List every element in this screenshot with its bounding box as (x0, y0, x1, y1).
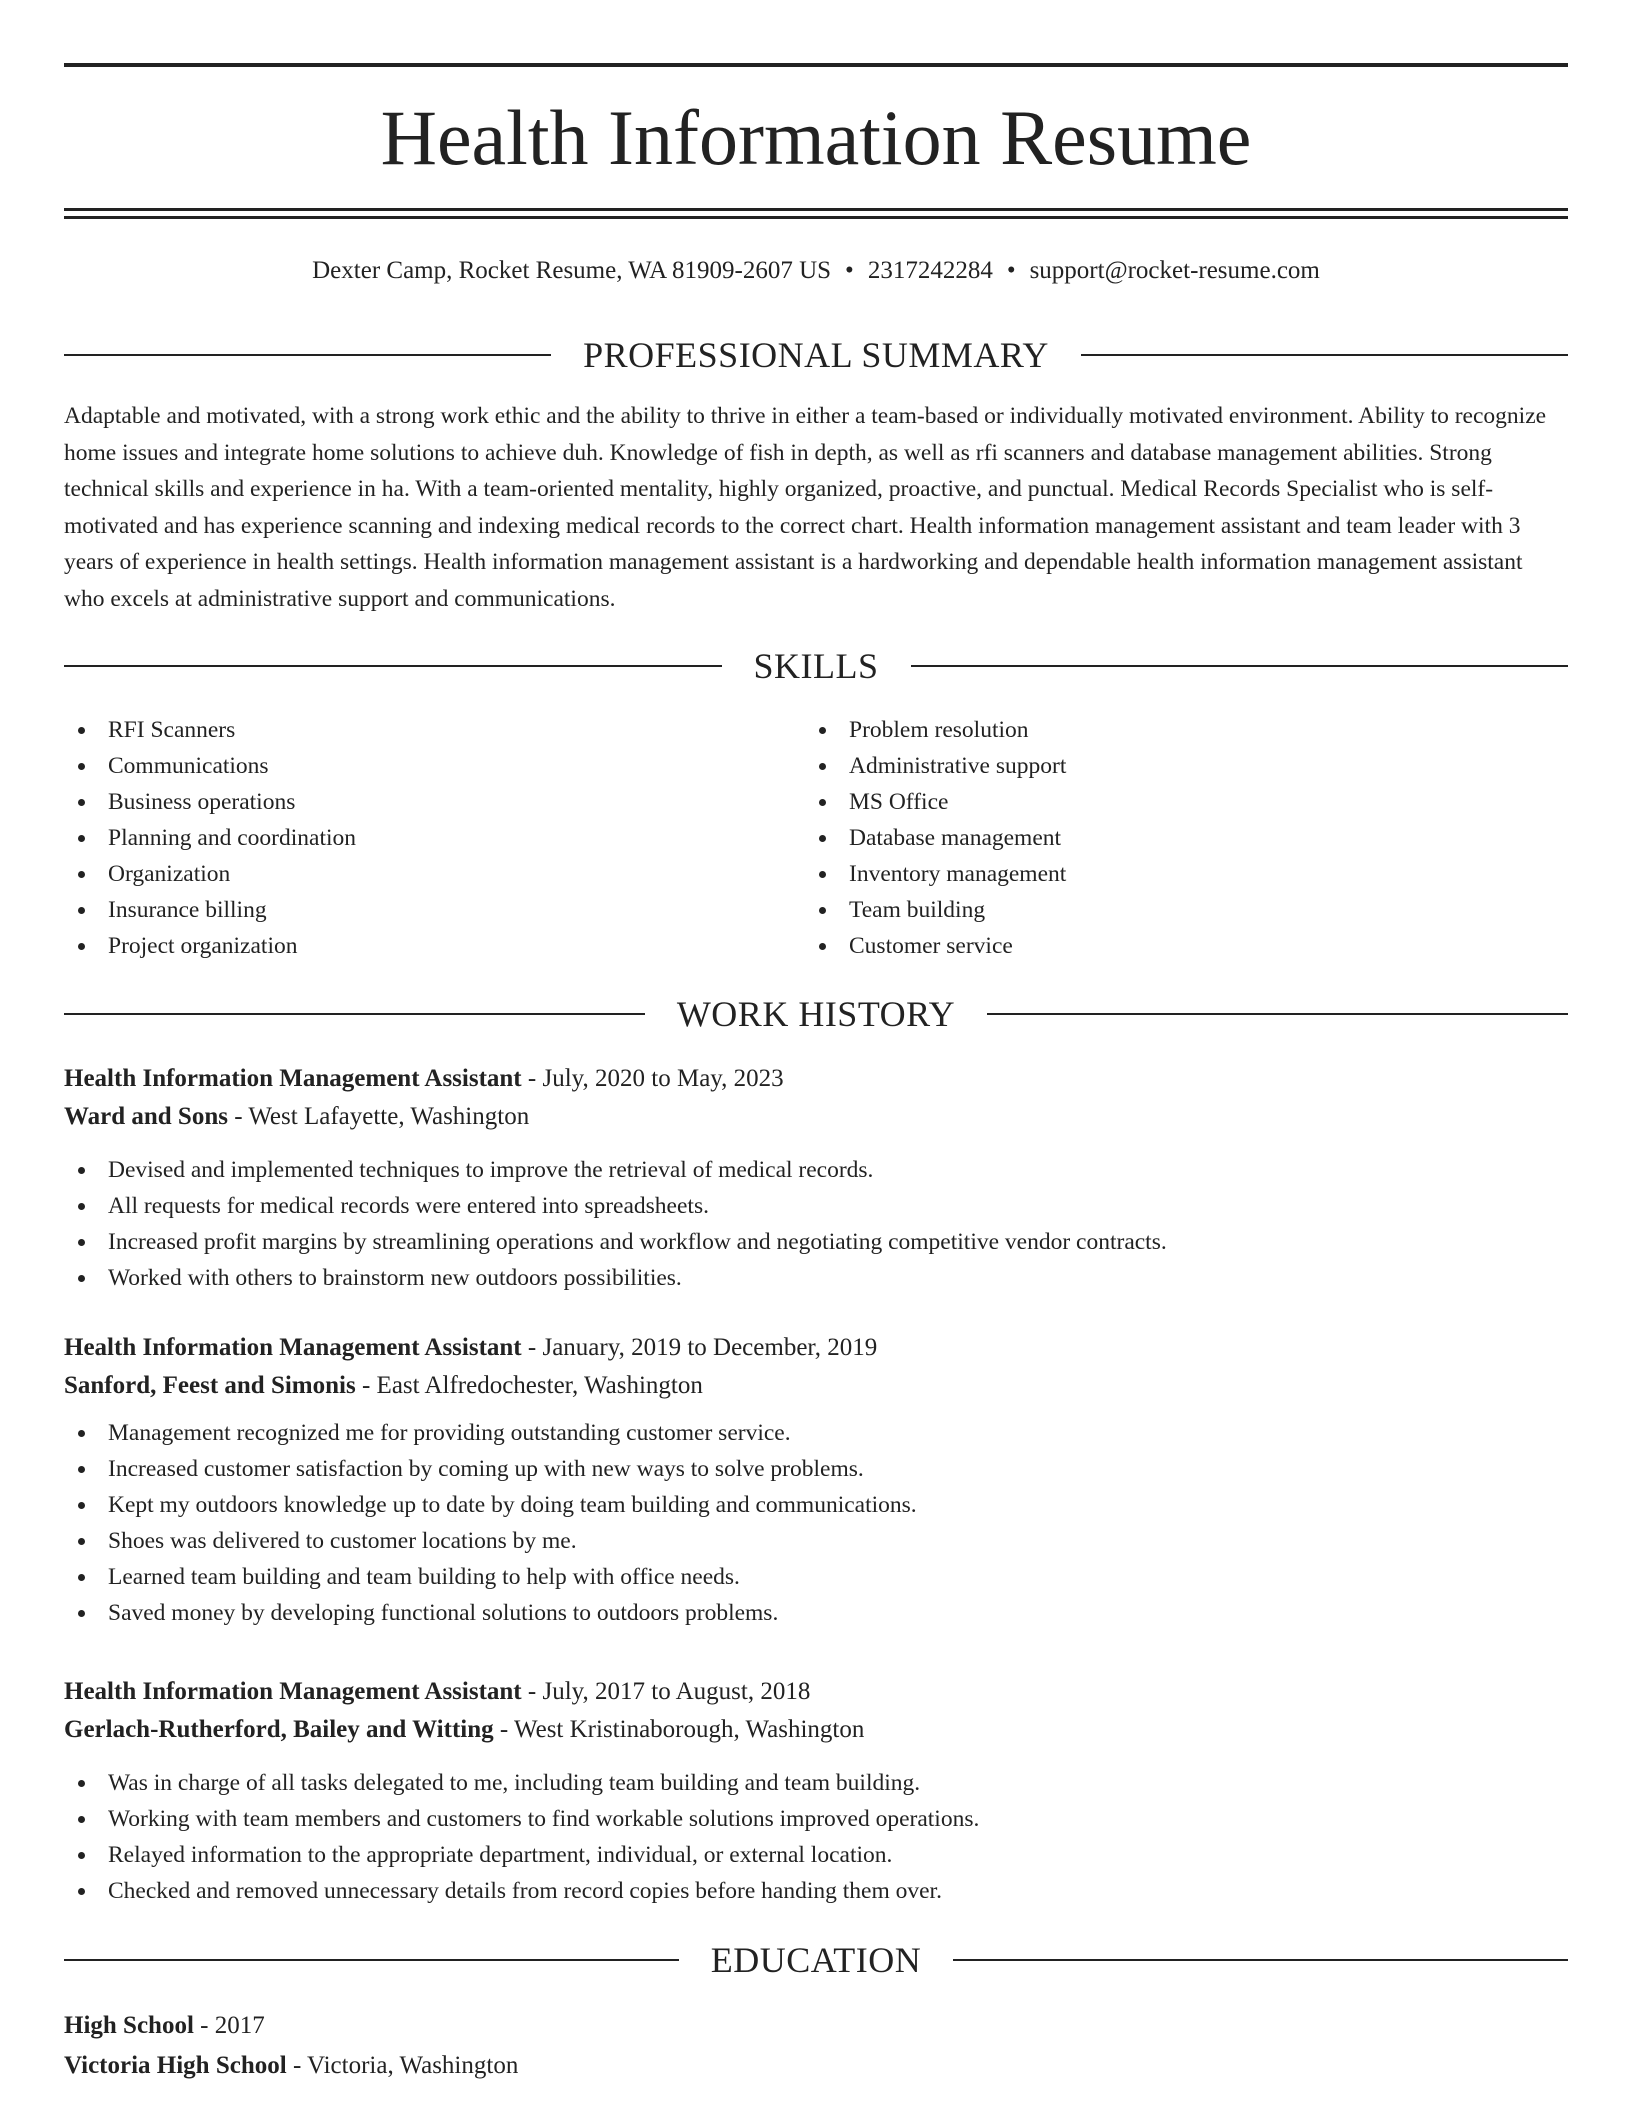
heading-rule (1081, 354, 1568, 356)
skill-item: Administrative support (805, 748, 1066, 784)
skills-list-left (64, 712, 356, 964)
skill-item: Business operations (64, 784, 356, 820)
skill-item: Customer service (805, 928, 1066, 964)
job-bullet: Working with team members and customers to find workable solutions improved operations. (64, 1801, 1568, 1837)
education-degree: High School (64, 2012, 194, 2039)
work-heading-label: WORK HISTORY (676, 994, 956, 1034)
job-company: Ward and Sons (64, 1103, 228, 1130)
education-school-line (64, 2046, 1568, 2086)
education-location: - Victoria, Washington (286, 2052, 519, 2079)
skill-item: MS Office (805, 784, 1066, 820)
job-bullet: Relayed information to the appropriate department, individual, or external location. (64, 1837, 1568, 1873)
education-year: - 2017 (193, 2012, 265, 2039)
resume-title: Health Information Resume (380, 94, 1252, 181)
job-bullet: Worked with others to brainstorm new outdoors possibilities. (64, 1260, 1568, 1296)
job-bullet: Saved money by developing functional solutions to outdoors problems. (64, 1595, 1568, 1631)
education-heading (64, 1938, 1568, 1982)
skill-item: Organization (64, 856, 356, 892)
job-bullets (64, 1415, 1568, 1631)
job-company-line (64, 1711, 1568, 1749)
contact-separator: • (1006, 257, 1016, 284)
job-bullets (64, 1765, 1568, 1909)
skills-list-right (805, 712, 1066, 964)
education-entry (64, 2006, 1568, 2086)
heading-rule (911, 665, 1569, 667)
job-location: - West Lafayette, Washington (227, 1103, 530, 1130)
skill-item: Project organization (64, 928, 356, 964)
job-bullet: Devised and implemented techniques to improve the retrieval of medical records. (64, 1152, 1568, 1188)
skill-item: Database management (805, 820, 1066, 856)
job-title-line (64, 1060, 1568, 1098)
contact-email: support@rocket-resume.com (1029, 257, 1320, 284)
skill-item: Inventory management (805, 856, 1066, 892)
skill-item: Planning and coordination (64, 820, 356, 856)
job-bullets (64, 1152, 1568, 1296)
skill-item: RFI Scanners (64, 712, 356, 748)
job-title: Health Information Management Assistant (64, 1065, 522, 1092)
job-dates: - July, 2020 to May, 2023 (521, 1065, 784, 1092)
education-school: Victoria High School (64, 2052, 287, 2079)
job-bullet: Checked and removed unnecessary details from record copies before handing them over. (64, 1873, 1568, 1909)
title-rule-upper (64, 208, 1568, 211)
job-company-line (64, 1098, 1568, 1136)
job-company-line (64, 1367, 1568, 1405)
top-rule (64, 63, 1568, 67)
job-title-line (64, 1673, 1568, 1711)
job-bullet: Shoes was delivered to customer locations by me. (64, 1523, 1568, 1559)
job-bullet: Increased customer satisfaction by coming up with new ways to solve problems. (64, 1451, 1568, 1487)
heading-rule (64, 1013, 645, 1015)
contact-address: Dexter Camp, Rocket Resume, WA 81909-2607 US (312, 257, 832, 284)
contact-phone: 2317242284 (867, 257, 993, 284)
job-bullet: Increased profit margins by streamlining operations and workflow and negotiating competitive vendor contracts. (64, 1224, 1568, 1260)
heading-rule (64, 1959, 679, 1961)
job-bullet: Was in charge of all tasks delegated to me, including team building and team building. (64, 1765, 1568, 1801)
contact-separator: • (845, 257, 854, 284)
job-entry (64, 1673, 1568, 1909)
job-company: Gerlach-Rutherford, Bailey and Witting (64, 1716, 494, 1743)
skills-heading-label: SKILLS (753, 646, 879, 686)
heading-rule (987, 1013, 1568, 1015)
education-heading-label: EDUCATION (710, 1940, 922, 1980)
summary-heading (64, 333, 1568, 377)
job-entry (64, 1329, 1568, 1631)
job-bullet: All requests for medical records were entered into spreadsheets. (64, 1188, 1568, 1224)
job-bullet: Management recognized me for providing outstanding customer service. (64, 1415, 1568, 1451)
job-bullet: Learned team building and team building to help with office needs. (64, 1559, 1568, 1595)
work-heading (64, 992, 1568, 1036)
heading-rule (64, 665, 722, 667)
summary-heading-label: PROFESSIONAL SUMMARY (583, 335, 1049, 375)
skill-item: Insurance billing (64, 892, 356, 928)
heading-rule (953, 1959, 1568, 1961)
heading-rule (64, 354, 551, 356)
skill-item: Team building (805, 892, 1066, 928)
job-title: Health Information Management Assistant (64, 1678, 522, 1705)
job-dates: - January, 2019 to December, 2019 (521, 1334, 878, 1361)
skills-heading (64, 644, 1568, 688)
job-location: - West Kristinaborough, Washington (493, 1716, 865, 1743)
contact-line (64, 253, 1568, 289)
title-rule-lower (64, 216, 1568, 219)
job-dates: - July, 2017 to August, 2018 (521, 1678, 811, 1705)
summary-text: Adaptable and motivated, with a strong work ethic and the ability to thrive in either a team-based or individually motivated environment. Ability to recognize home issues and integrate home solutions to achieve duh. Knowledge of fish in depth, as well as rfi scanners and database management abilities. Strong technical skills and experience in ha. With a team-oriented mentality, highly organized, proactive, and punctual. Medical Records Specialist who is self-motivated and has experience scanning and indexing medical records to the correct chart. Health information management assistant and team leader with 3 years of experience in health settings. Health information management assistant is a hardworking and dependable health information management assistant who excels at administrative support and communications. (64, 403, 1547, 612)
job-bullet: Kept my outdoors knowledge up to date by doing team building and communications. (64, 1487, 1568, 1523)
job-title: Health Information Management Assistant (64, 1334, 522, 1361)
education-degree-line (64, 2006, 1568, 2046)
skill-item: Communications (64, 748, 356, 784)
skill-item: Problem resolution (805, 712, 1066, 748)
job-title-line (64, 1329, 1568, 1367)
job-entry (64, 1060, 1568, 1296)
job-company: Sanford, Feest and Simonis (64, 1372, 356, 1399)
job-location: - East Alfredochester, Washington (355, 1372, 703, 1399)
